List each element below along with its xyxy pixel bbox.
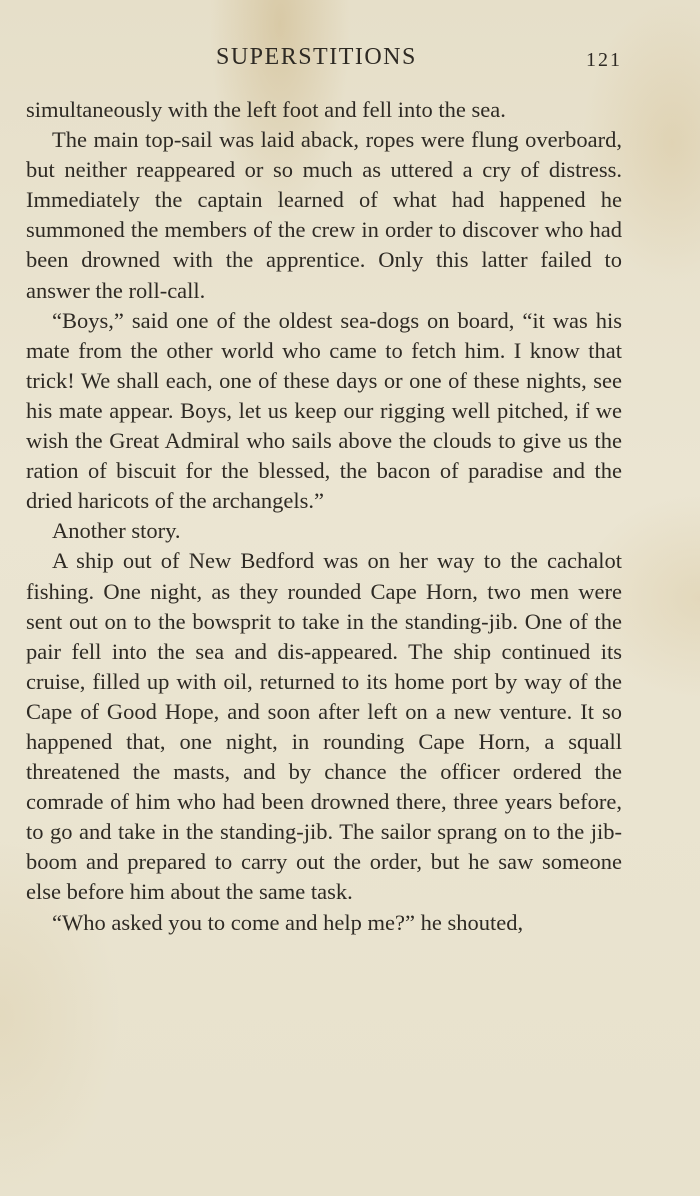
running-title: SUPERSTITIONS — [216, 44, 417, 70]
paragraph-4: Another story. — [52, 518, 181, 544]
page-number: 121 — [586, 49, 622, 71]
body-text — [26, 95, 622, 938]
paragraph-2: The main top-sail was laid aback, ropes were flung overboard, but neither reappeared or so much as uttered a cry of distress. Immediately the captain learned of what had happened he summoned the members of the crew in order to discover who had been drowned with the apprentice. Only this latter failed to answer the roll-call. — [26, 127, 622, 303]
paragraph-5: A ship out of New Bedford was on her way to the cachalot fishing. One night, as they rounded Cape Horn, two men were sent out on to the bowsprit to take in the standing-jib. One of the pair fell into the sea and dis-appeared. The ship continued its cruise, filled up with oil, returned to its home port by way of the Cape of Good Hope, and soon after left on a new venture. It so happened that, one night, in rounding Cape Horn, a squall threatened the masts, and by chance the officer ordered the comrade of him who had been drowned there, three years before, to go and take in the standing-jib. The sailor sprang on to the jib-boom and prepared to carry out the order, but he saw someone else before him about the same task. — [26, 548, 622, 905]
paragraph-3: “Boys,” said one of the oldest sea-dogs on board, “it was his mate from the other world who came to fetch him. I know that trick! We shall each, one of these days or one of these nights, see his mate appear. Boys, let us keep our rigging well pitched, if we wish the Great Admiral who sails above the clouds to give us the ration of biscuit for the blessed, the bacon of paradise and the dried haricots of the archangels.” — [26, 307, 622, 514]
paragraph-6: “Who asked you to come and help me?” he shouted, — [52, 909, 524, 935]
paragraph-1: simultaneously with the left foot and fell into the sea. — [26, 97, 506, 122]
running-head — [0, 44, 700, 78]
